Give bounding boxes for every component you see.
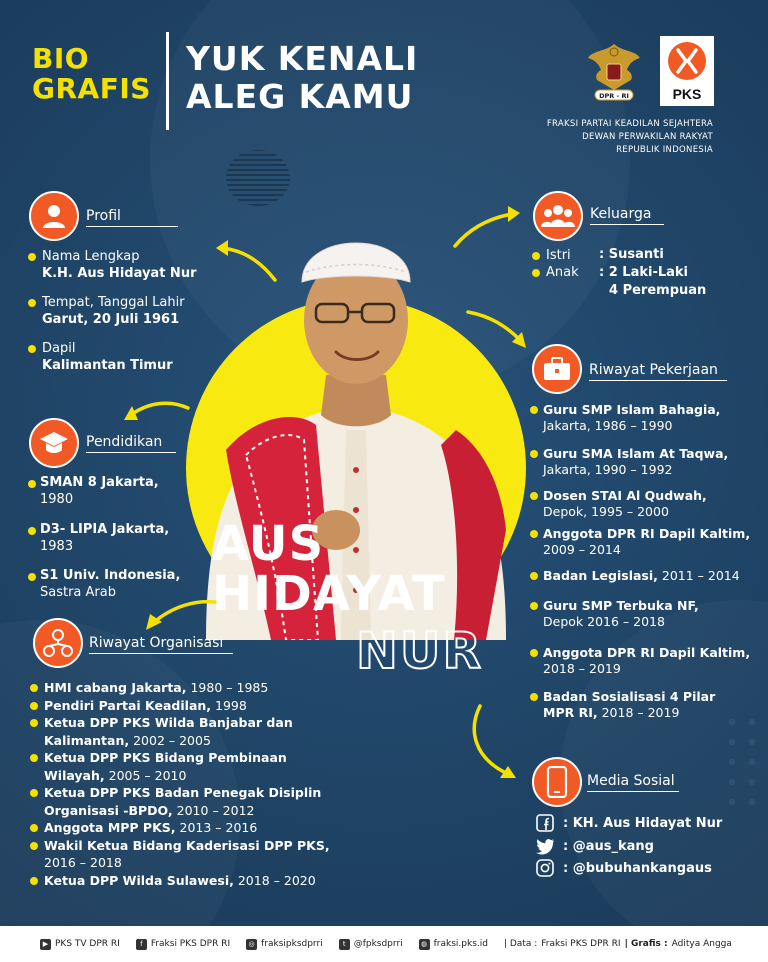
bullet — [28, 299, 36, 307]
organisasi-item: Ketua DPP Wilda Sulawesi, 2018 – 2020 — [30, 872, 350, 890]
bullet — [530, 572, 538, 580]
pekerjaan-section-icon — [532, 344, 582, 394]
pendidikan-detail: Sastra Arab — [40, 585, 116, 600]
keluarga-heading: Keluarga — [590, 206, 664, 225]
pendidikan-name: D3- LIPIA Jakarta, — [40, 522, 170, 537]
fraksi-line: DEWAN PERWAKILAN RAKYAT — [582, 132, 713, 142]
bullet — [28, 480, 36, 488]
bullet — [28, 253, 36, 261]
footer-twitter[interactable] — [339, 939, 403, 950]
profil-value: K.H. Aus Hidayat Nur — [42, 266, 197, 281]
pekerjaan-heading: Riwayat Pekerjaan — [589, 362, 727, 381]
bullet — [532, 252, 540, 260]
pekerjaan-detail: Depok, 1995 – 2000 — [543, 504, 669, 519]
grafis-value: Aditya Angga — [671, 939, 732, 949]
pendidikan-section-icon — [29, 418, 79, 468]
keluarga-section-icon — [533, 191, 583, 241]
twitter-row[interactable] — [535, 836, 654, 856]
anak-row — [532, 264, 579, 281]
anak-value-1: : 2 Laki-Laki — [599, 265, 689, 280]
fraksi-line: FRAKSI PARTAI KEADILAN SEJAHTERA — [546, 119, 713, 129]
bullet — [530, 649, 538, 657]
arrow-keluarga — [455, 214, 512, 246]
organisasi-list — [30, 679, 350, 889]
anak-value-row — [599, 264, 688, 281]
globe-icon: ◍ — [419, 939, 430, 950]
pekerjaan-name: Guru SMP Islam Bahagia, — [543, 402, 721, 417]
facebook-icon: f — [136, 939, 147, 950]
pekerjaan-detail: Depok 2016 – 2018 — [543, 614, 665, 629]
pekerjaan-detail: Jakarta, 1990 – 1992 — [543, 462, 673, 477]
footer-web[interactable] — [419, 939, 488, 950]
pekerjaan-detail: 2011 – 2014 — [661, 568, 740, 583]
bullet — [28, 573, 36, 581]
organisasi-item: Wakil Ketua Bidang Kaderisasi DPP PKS, 2016 – 2018 — [30, 837, 350, 872]
footer-instagram-label: fraksipksdprri — [261, 939, 323, 949]
footer-instagram[interactable] — [246, 939, 323, 950]
pekerjaan-name: Guru SMA Islam At Taqwa, — [543, 446, 729, 461]
pekerjaan-name: Anggota DPR RI Dapil Kaltim, — [543, 645, 751, 660]
name-line-3: NUR — [356, 622, 483, 680]
title-line-2: ALEG KAMU — [186, 77, 414, 116]
bio-line: BIO — [32, 42, 90, 75]
instagram-icon: ◎ — [246, 939, 257, 950]
pekerjaan-item — [530, 446, 765, 478]
data-label: | Data : — [503, 939, 538, 949]
profil-label: Dapil — [42, 341, 76, 356]
instagram-icon — [535, 858, 555, 878]
footer-facebook-label: Fraksi PKS DPR RI — [150, 939, 231, 949]
profil-label: Nama Lengkap — [42, 249, 140, 264]
pekerjaan-detail: Jakarta, 1986 – 1990 — [543, 418, 673, 433]
profil-value: Garut, 20 Juli 1961 — [42, 312, 180, 327]
footer-bar — [0, 926, 768, 962]
profil-item — [42, 340, 173, 374]
media-section-icon — [532, 757, 582, 807]
organisasi-section-icon — [33, 618, 83, 668]
pekerjaan-item — [530, 488, 765, 520]
istri-value: : Susanti — [599, 247, 664, 262]
footer-credits — [504, 939, 732, 949]
istri-value-row — [599, 246, 664, 263]
footer-youtube-label: PKS TV DPR RI — [55, 939, 120, 949]
media-heading: Media Sosial — [587, 773, 679, 792]
pendidikan-item — [40, 521, 169, 555]
pekerjaan-detail: 2018 – 2019 — [601, 705, 680, 720]
pekerjaan-item — [530, 568, 765, 584]
bullet — [530, 406, 538, 414]
bullet — [530, 530, 538, 538]
pendidikan-detail: 1980 — [40, 492, 74, 507]
instagram-handle: : @bubuhankangaus — [563, 860, 712, 876]
arrow-media — [474, 706, 508, 774]
organisasi-item: Ketua DPP PKS Badan Penegak Disiplin Organisasi -BPDO, 2010 – 2012 — [30, 784, 350, 819]
grafis-line: GRAFIS — [32, 72, 151, 105]
organisasi-item: Pendiri Partai Keadilan, 1998 — [30, 697, 350, 715]
arrow-pekerjaan — [468, 312, 520, 340]
profil-value: Kalimantan Timur — [42, 358, 173, 373]
dpr-badge-text: DPR - RI — [599, 92, 629, 100]
pekerjaan-name: Dosen STAI Al Qudwah, — [543, 488, 707, 503]
pendidikan-item — [40, 474, 159, 508]
user-icon — [39, 201, 69, 231]
pendidikan-item — [40, 567, 180, 601]
briefcase-icon — [542, 356, 572, 382]
bullet — [28, 527, 36, 535]
pekerjaan-name: Guru SMP Terbuka NF, — [543, 598, 699, 613]
istri-row — [532, 247, 571, 264]
family-icon — [541, 201, 575, 231]
pekerjaan-item — [530, 598, 765, 630]
twitter-handle: : @aus_kang — [563, 838, 654, 854]
facebook-icon — [535, 813, 555, 833]
footer-facebook[interactable] — [136, 939, 230, 950]
profil-heading: Profil — [86, 208, 178, 227]
bullet — [532, 269, 540, 277]
anak-value-row-2 — [609, 282, 706, 299]
bullet — [28, 345, 36, 353]
pekerjaan-detail: 2018 – 2019 — [543, 661, 621, 676]
organisasi-item: Ketua DPP PKS Bidang Pembinaan Wilayah, 2005 – 2010 — [30, 749, 350, 784]
footer-youtube[interactable] — [40, 939, 120, 950]
profil-section-icon — [29, 191, 79, 241]
bullet — [530, 492, 538, 500]
anak-value-2: 4 Perempuan — [609, 283, 707, 298]
bullet — [530, 602, 538, 610]
organisasi-item: Ketua DPP PKS Wilda Banjabar dan Kalimantan, 2002 – 2005 — [30, 714, 350, 749]
footer-web-label: fraksi.pks.id — [433, 939, 488, 949]
arrow-pendidikan — [132, 403, 188, 414]
pekerjaan-name: Anggota DPR RI Dapil Kaltim, — [543, 526, 751, 541]
pekerjaan-item — [530, 526, 765, 558]
organisasi-heading: Riwayat Organisasi — [89, 635, 233, 654]
name-line-1: AUS — [212, 516, 325, 572]
pekerjaan-name: Badan Legislasi, — [543, 568, 658, 583]
pekerjaan-name: Badan Sosialisasi 4 Pilar MPR RI, — [543, 689, 716, 720]
pekerjaan-detail: 2009 – 2014 — [543, 542, 621, 557]
pekerjaan-item — [530, 689, 730, 721]
fraksi-line: REPUBLIK INDONESIA — [616, 145, 713, 155]
pekerjaan-item — [530, 402, 765, 434]
profil-label: Tempat, Tanggal Lahir — [42, 295, 185, 310]
name-line-2: HIDAYAT — [212, 566, 446, 622]
title-line-1: YUK KENALI — [186, 39, 419, 78]
pendidikan-heading: Pendidikan — [86, 434, 176, 453]
pks-logo-text: PKS — [672, 86, 702, 102]
arrow-organisasi — [152, 602, 215, 624]
facebook-handle: : KH. Aus Hidayat Nur — [563, 815, 723, 831]
profil-item — [42, 248, 196, 282]
instagram-row[interactable] — [535, 858, 712, 878]
profil-item — [42, 294, 185, 328]
organisasi-item: HMI cabang Jakarta, 1980 – 1985 — [30, 679, 350, 697]
organization-icon — [42, 627, 74, 659]
data-value: Fraksi PKS DPR RI — [541, 939, 621, 949]
arrow-profil — [222, 248, 275, 280]
pendidikan-detail: 1983 — [40, 539, 74, 554]
facebook-row[interactable] — [535, 813, 722, 833]
footer-twitter-label: @fpksdprri — [353, 939, 403, 949]
organisasi-item: Anggota MPP PKS, 2013 – 2016 — [30, 819, 350, 837]
pendidikan-name: S1 Univ. Indonesia, — [40, 568, 181, 583]
youtube-icon: ▶ — [40, 939, 51, 950]
istri-label: Istri — [546, 248, 571, 263]
bullet — [530, 450, 538, 458]
twitter-icon — [535, 836, 555, 856]
grafis-label: | Grafis : — [624, 939, 668, 949]
bullet — [530, 693, 538, 701]
twitter-icon: t — [339, 939, 350, 950]
graduation-cap-icon — [38, 428, 70, 458]
pekerjaan-item — [530, 645, 765, 677]
pendidikan-name: SMAN 8 Jakarta, — [40, 475, 159, 490]
anak-label: Anak — [546, 265, 579, 280]
smartphone-icon — [546, 766, 568, 798]
